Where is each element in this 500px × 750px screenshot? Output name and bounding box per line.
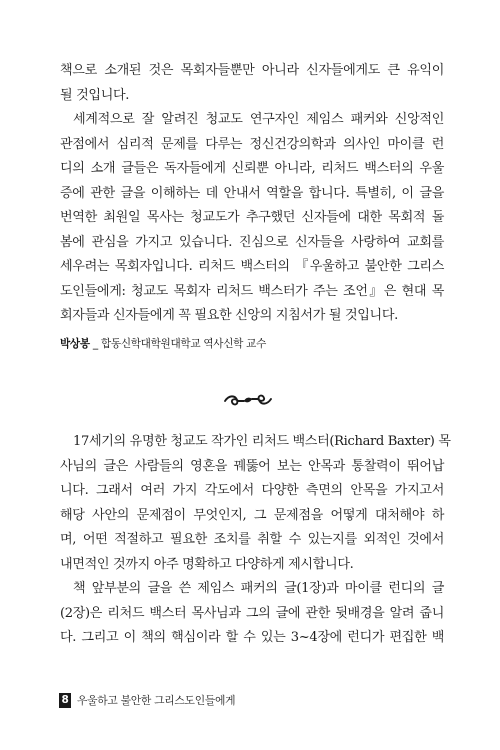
text-line: 17세기의 유명한 청교도 작가인 리처드 백스터(Richard Baxter) 목 (73, 434, 451, 449)
text-line: 될 것입니다. (60, 87, 130, 103)
text-line: 내면적인 것까지 아주 명확하고 다양하게 제시합니다. (60, 556, 354, 572)
text-line: 해당 사안의 문제점이 무엇인지, 그 문제점을 어떻게 대처해야 하 (60, 507, 444, 523)
text-line: 책 앞부분의 글을 쓴 제임스 패커의 글(1장)과 마이클 런디의 글 (73, 581, 444, 596)
page-number: 8 (59, 693, 71, 708)
text-line: (2장)은 리처드 백스터 목사님과 그의 글에 관한 뒷배경을 알려 줍니 (60, 605, 444, 621)
endorsement-main-paragraph (60, 108, 444, 329)
text-line: 책으로 소개된 것은 목회자들뿐만 아니라 신자들에게도 큰 유익이 (60, 63, 444, 78)
endorsement-attribution (60, 336, 266, 351)
text-line: 번역한 최원일 목사는 청교도가 추구했던 신자들에 대한 목회적 돌 (60, 210, 444, 225)
text-line: 도인들에게: 청교도 목회자 리처드 백스터가 주는 조언』은 현대 목 (60, 283, 444, 299)
text-line: 증에 관한 글을 이해하는 데 안내서 역할을 합니다. 특별히, 이 글을 (60, 185, 444, 201)
text-line: 며, 어떤 적절하고 필요한 조치를 취할 수 있는지를 외적인 것에서 (60, 532, 444, 547)
text-line: 관점에서 심리적 문제를 다루는 정신건강의학과 의사인 마이클 런 (60, 136, 444, 152)
attribution-separator: _ (89, 338, 101, 350)
text-line: 디의 소개 글들은 독자들에게 신뢰뿐 아니라, 리처드 백스터의 우울 (60, 161, 444, 176)
endorser-name: 박상봉 (60, 338, 90, 350)
text-line: 세우려는 목회자입니다. 리처드 백스터의 『우울하고 불안한 그리스 (60, 259, 444, 274)
endorsement-continued-paragraph (60, 59, 444, 108)
text-line: 사님의 글은 사람들의 영혼을 꿰뚫어 보는 안목과 통찰력이 뛰어납 (60, 458, 444, 474)
text-line: 세계적으로 잘 알려진 청교도 연구자인 제임스 패커와 신앙적인 (73, 112, 444, 127)
fleuron-ornament-icon (222, 392, 274, 408)
running-title: 우울하고 불안한 그리스도인들에게 (77, 694, 236, 707)
page-footer (59, 693, 235, 708)
text-line: 봄에 관심을 가지고 있습니다. 진심으로 신자들을 사랑하여 교회를 (60, 234, 444, 250)
body-paragraph (60, 577, 444, 651)
body-paragraph (60, 430, 451, 577)
text-line: 다. 그리고 이 책의 핵심이라 할 수 있는 3~4장에 런디가 편집한 백 (60, 630, 444, 645)
text-line: 니다. 그래서 여러 가지 각도에서 다양한 측면의 안목을 가지고서 (60, 483, 444, 498)
endorser-title: 합동신학대학원대학교 역사신학 교수 (100, 338, 267, 350)
text-line: 회자들과 신자들에게 꼭 필요한 신앙의 지침서가 될 것입니다. (60, 308, 398, 323)
